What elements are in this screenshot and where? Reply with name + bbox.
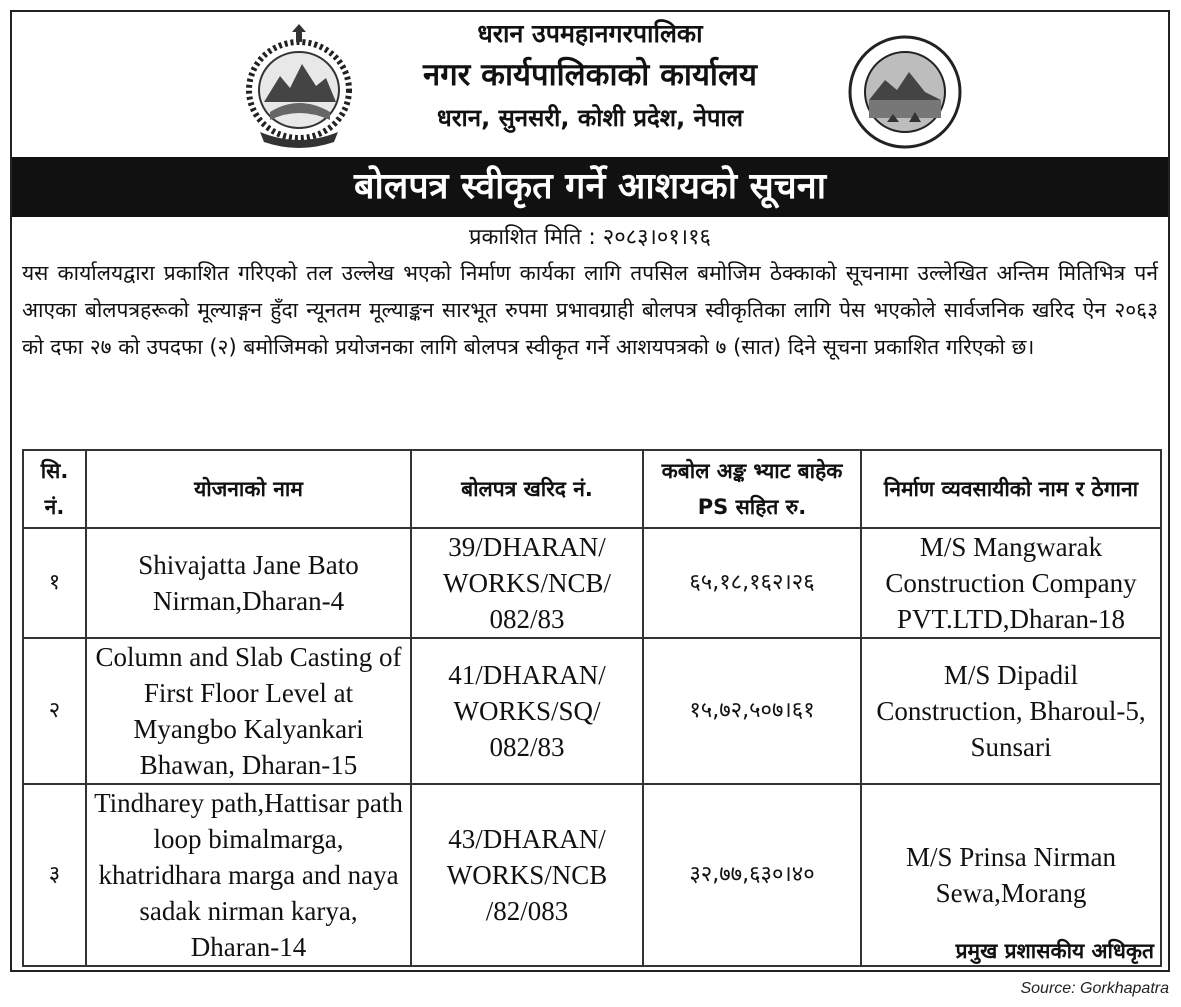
col-header-contractor: निर्माण व्यवसायीको नाम र ठेगाना [861, 450, 1161, 528]
table-header-row [23, 450, 1161, 528]
row-contractor: M/S Mangwarak Construction Company PVT.LTD,Dharan-18 [861, 528, 1161, 638]
office-heading [12, 16, 1168, 138]
office-address: धरान, सुनसरी, कोशी प्रदेश, नेपाल [436, 104, 744, 132]
table-row [23, 528, 1161, 638]
row-sn: १ [23, 528, 86, 638]
notice-body: यस कार्यालयद्वारा प्रकाशित गरिएको तल उल्लेख भएको निर्माण कार्यका लागि तपसिल बमोजिम ठेक्काको सूचनामा उल्लेखित अन्तिम मितिभित्र पर्न आएका बोलपत्रहरूको मूल्याङ्गन हुँदा न्यूनतम मूल्याङ्कन सारभूत रुपमा प्रभावग्राही बोलपत्र स्वीकृतिका लागि पेस भएकोले सार्वजनिक खरिद ऐन २०६३ को दफा २७ को उपदफा (२) बमोजिमको प्रयोजनका लागि बोलपत्र स्वीकृत गर्ने आशयपत्रको ७ (सात) दिने सूचना प्रकाशित गरिएको छ। [22, 261, 1158, 359]
office-name: नगर कार्यपालिकाको कार्यालय [423, 57, 757, 93]
row-project: Column and Slab Casting of First Floor Level at Myangbo Kalyankari Bhawan, Dharan-15 [86, 638, 411, 784]
published-date: प्रकाशित मिति : २०८३।०१।१६ [469, 225, 711, 250]
col-header-sn: सि. नं. [23, 450, 86, 528]
col-header-project: योजनाको नाम [86, 450, 411, 528]
row-project: Tindharey path,Hattisar path loop bimalmarga, khatridhara marga and naya sadak nirman karya, Dharan-14 [86, 784, 411, 966]
row-amount: १५,७२,५०७।६१ [643, 638, 861, 784]
bid-table [22, 449, 1162, 967]
row-bid-no: 43/DHARAN/ WORKS/NCB /82/083 [411, 784, 643, 966]
public-notice [10, 10, 1170, 972]
row-project: Shivajatta Jane Bato Nirman,Dharan-4 [86, 528, 411, 638]
col-header-bid-no: बोलपत्र खरिद नं. [411, 450, 643, 528]
signatory: प्रमुख प्रशासकीय अधिकृत [955, 939, 1154, 963]
col-header-amount: कबोल अङ्क भ्याट बाहेक PS सहित रु. [643, 450, 861, 528]
row-bid-no: 41/DHARAN/ WORKS/SQ/ 082/83 [411, 638, 643, 784]
row-sn: ३ [23, 784, 86, 966]
notice-header [12, 12, 1168, 157]
row-amount: ६५,१८,१६२।२६ [643, 528, 861, 638]
row-amount: ३२,७७,६३०।४० [643, 784, 861, 966]
table-row [23, 638, 1161, 784]
municipality-name: धरान उपमहानगरपालिका [477, 19, 703, 48]
row-sn: २ [23, 638, 86, 784]
row-bid-no: 39/DHARAN/ WORKS/NCB/ 082/83 [411, 528, 643, 638]
row-contractor: M/S Prinsa Nirman Sewa,Morang [861, 784, 1161, 966]
source-credit: Source: Gorkhapatra [1020, 980, 1169, 997]
notice-title: बोलपत्र स्वीकृत गर्ने आशयको सूचना [12, 157, 1168, 217]
row-contractor: M/S Dipadil Construction, Bharoul-5, Sunsari [861, 638, 1161, 784]
